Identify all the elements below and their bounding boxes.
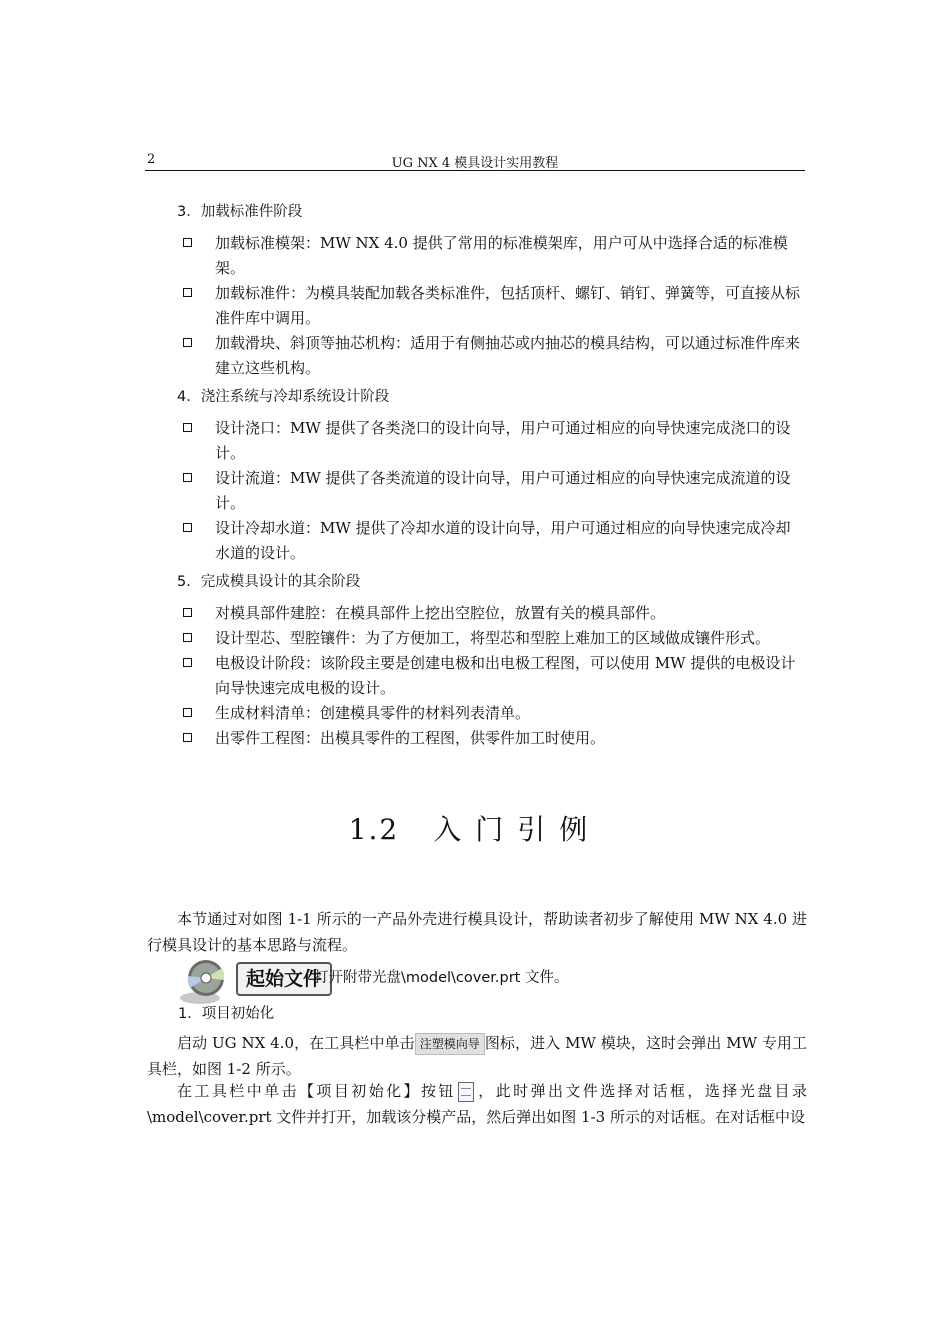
start-file-text: 打开附带光盘\model\cover.prt 文件。 bbox=[314, 970, 569, 986]
list-item: 电极设计阶段：该阶段主要是创建电极和出电极工程图，可以使用 MW 提供的电极设计向导快速完成电极的设计。 bbox=[147, 651, 805, 701]
checkbox-bullet-icon bbox=[183, 658, 192, 667]
checkbox-bullet-icon bbox=[183, 423, 192, 432]
section-heading-3: 3．加载标准件阶段 bbox=[177, 204, 303, 220]
section-title-text: 入门引例 bbox=[433, 813, 602, 846]
start-file-callout bbox=[178, 958, 798, 1008]
page-header bbox=[145, 152, 805, 171]
running-title: UG NX 4 模具设计实用教程 bbox=[391, 156, 559, 171]
mold-wizard-button[interactable]: 注塑模向导 bbox=[415, 1033, 485, 1055]
checkbox-bullet-icon bbox=[183, 238, 192, 247]
start-file-label: 起始文件 bbox=[236, 962, 332, 996]
checkbox-bullet-icon bbox=[183, 523, 192, 532]
section-heading-4: 4．浇注系统与冷却系统设计阶段 bbox=[177, 389, 390, 405]
checkbox-bullet-icon bbox=[183, 733, 192, 742]
step-heading: 1．项目初始化 bbox=[178, 1006, 275, 1022]
list-item: 设计浇口：MW 提供了各类浇口的设计向导，用户可通过相应的向导快速完成浇口的设计。 bbox=[147, 416, 805, 466]
paragraph-launch: 启动 UG NX 4.0，在工具栏中单击 注塑模向导 图标，进入 MW 模块，这时会弹出 MW 专用工具栏，如图 1-2 所示。 bbox=[147, 1034, 807, 1078]
stage-list bbox=[147, 202, 805, 751]
list-item: 生成材料清单：创建模具零件的材料列表清单。 bbox=[147, 701, 805, 726]
paragraph-init: 在工具栏中单击【项目初始化】按钮 ，此时弹出文件选择对话框，选择光盘目录\model\cover.prt 文件并打开，加载该分模产品，然后弹出如图 1-3 所示的对话框。在对话框中设 bbox=[147, 1082, 807, 1126]
project-init-icon[interactable] bbox=[458, 1082, 474, 1102]
list-item: 设计型芯、型腔镶件：为了方便加工，将型芯和型腔上难加工的区域做成镶件形式。 bbox=[147, 626, 805, 651]
intro-paragraph: 本节通过对如图 1-1 所示的一产品外壳进行模具设计，帮助读者初步了解使用 MW NX 4.0 进行模具设计的基本思路与流程。 bbox=[147, 910, 807, 954]
list-item: 加载标准件：为模具装配加载各类标准件，包括顶杆、螺钉、销钉、弹簧等，可直接从标准件库中调用。 bbox=[147, 281, 805, 331]
checkbox-bullet-icon bbox=[183, 633, 192, 642]
checkbox-bullet-icon bbox=[183, 708, 192, 717]
list-item: 设计冷却水道：MW 提供了冷却水道的设计向导，用户可通过相应的向导快速完成冷却水道的设计。 bbox=[147, 516, 805, 566]
section-title bbox=[0, 808, 950, 848]
checkbox-bullet-icon bbox=[183, 608, 192, 617]
list-item: 加载标准模架：MW NX 4.0 提供了常用的标准模架库，用户可从中选择合适的标准模架。 bbox=[147, 231, 805, 281]
list-item: 对模具部件建腔：在模具部件上挖出空腔位，放置有关的模具部件。 bbox=[147, 601, 805, 626]
checkbox-bullet-icon bbox=[183, 288, 192, 297]
section-number: 1.2 bbox=[348, 813, 400, 846]
section-heading-5: 5．完成模具设计的其余阶段 bbox=[177, 574, 361, 590]
cd-disc-icon bbox=[178, 958, 230, 1006]
checkbox-bullet-icon bbox=[183, 338, 192, 347]
list-item: 设计流道：MW 提供了各类流道的设计向导，用户可通过相应的向导快速完成流道的设计。 bbox=[147, 466, 805, 516]
checkbox-bullet-icon bbox=[183, 473, 192, 482]
list-item: 加载滑块、斜顶等抽芯机构：适用于有侧抽芯或内抽芯的模具结构，可以通过标准件库来建立这些机构。 bbox=[147, 331, 805, 381]
list-item: 出零件工程图：出模具零件的工程图，供零件加工时使用。 bbox=[147, 726, 805, 751]
page-number: 2 bbox=[147, 152, 156, 167]
